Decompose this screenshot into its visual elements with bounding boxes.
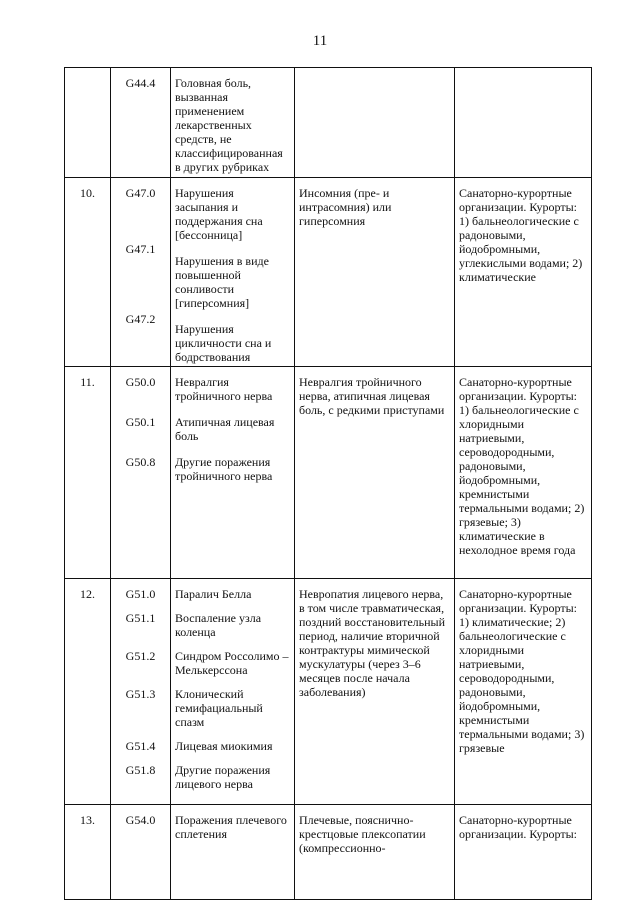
disease-name: Атипичная лицевая боль [175, 415, 275, 443]
icd-code: G44.4 [125, 76, 156, 90]
disease-name: Поражения плечевого сплетения [175, 813, 287, 841]
resort-cell: Санаторно-курортные организации. Курорты: 1) бальнеологические с радоновыми, йодобромными, углекислыми водами; 2) климатические [455, 178, 592, 367]
condition-cell: Плечевые, пояснично-крестцовые плексопатии (компрессионно- [295, 805, 455, 900]
code-cell [111, 178, 171, 367]
disease-name: Нарушения цикличности сна и бодрствования [175, 322, 272, 364]
table-row [65, 178, 592, 367]
row-number: 10. [65, 178, 111, 367]
icd-code: G51.8 [125, 763, 156, 777]
row-number: 11. [65, 367, 111, 579]
icd-code: G47.1 [125, 242, 156, 256]
icd-code: G51.3 [125, 687, 156, 701]
row-number: 13. [65, 805, 111, 900]
disease-name: Нарушения засыпания и поддержания сна [бессонница] [175, 186, 263, 242]
table-row [65, 68, 592, 178]
row-number [65, 68, 111, 178]
icd-code: G51.2 [125, 649, 156, 663]
icd-code: G50.0 [125, 375, 156, 389]
name-cell [171, 178, 295, 367]
row-number: 12. [65, 579, 111, 805]
icd-code: G54.0 [125, 813, 156, 827]
icd-code: G51.1 [125, 611, 156, 625]
table-row [65, 579, 592, 805]
disease-name: Лицевая миокимия [175, 739, 273, 753]
table-row [65, 367, 592, 579]
icd-code: G51.4 [125, 739, 156, 753]
table-row [65, 805, 592, 900]
icd-code: G47.0 [125, 186, 156, 200]
icd-code: G50.1 [125, 415, 156, 429]
icd-code: G51.0 [125, 587, 156, 601]
disease-name: Другие поражения лицевого нерва [175, 763, 271, 791]
condition-cell: Невропатия лицевого нерва, в том числе травматическая, поздний восстановительный период, наличие вторичной контрактуры мимической мускулатуры (через 3–6 месяцев после начала заболевания) [295, 579, 455, 805]
name-cell [171, 367, 295, 579]
resort-cell: Санаторно-курортные организации. Курорты: 1) климатические; 2) бальнеологические с хлоридными натриевыми, сероводородными, радоновыми, йодобромными, кремнистыми термальными водами; 3) грязевые [455, 579, 592, 805]
icd-code: G47.2 [125, 312, 156, 326]
name-cell [171, 805, 295, 900]
resort-cell: Санаторно-курортные организации. Курорты: [455, 805, 592, 900]
disease-name: Нарушения в виде повышенной сонливости [гиперсомния] [175, 254, 269, 310]
disease-name: Воспаление узла коленца [175, 611, 262, 639]
page-number: 11 [312, 33, 328, 49]
resort-cell: Санаторно-курортные организации. Курорты: 1) бальнеологические с хлоридными натриевыми, сероводородными, радоновыми, йодобромными, кремнистыми термальными водами; 2) грязевые; 3) климатические в нехолодное время года [455, 367, 592, 579]
code-cell [111, 367, 171, 579]
disease-name: Головная боль, вызванная применением лекарственных средств, не классифицированная в других рубриках [175, 76, 283, 174]
condition-cell [295, 68, 455, 178]
resort-cell [455, 68, 592, 178]
disease-name: Клонический гемифациальный спазм [175, 687, 263, 729]
code-cell [111, 68, 171, 178]
code-cell [111, 805, 171, 900]
disease-name: Другие поражения тройничного нерва [175, 455, 273, 483]
disease-name: Паралич Белла [175, 587, 252, 601]
disease-name: Синдром Россолимо – Мелькерссона [175, 649, 289, 677]
disease-name: Невралгия тройничного нерва [175, 375, 273, 403]
icd-code: G50.8 [125, 455, 156, 469]
resort-table [64, 67, 592, 900]
name-cell [171, 579, 295, 805]
condition-cell: Невралгия тройничного нерва, атипичная лицевая боль, с редкими приступами [295, 367, 455, 579]
condition-cell: Инсомния (пре- и интрасомния) или гиперсомния [295, 178, 455, 367]
name-cell [171, 68, 295, 178]
code-cell [111, 579, 171, 805]
